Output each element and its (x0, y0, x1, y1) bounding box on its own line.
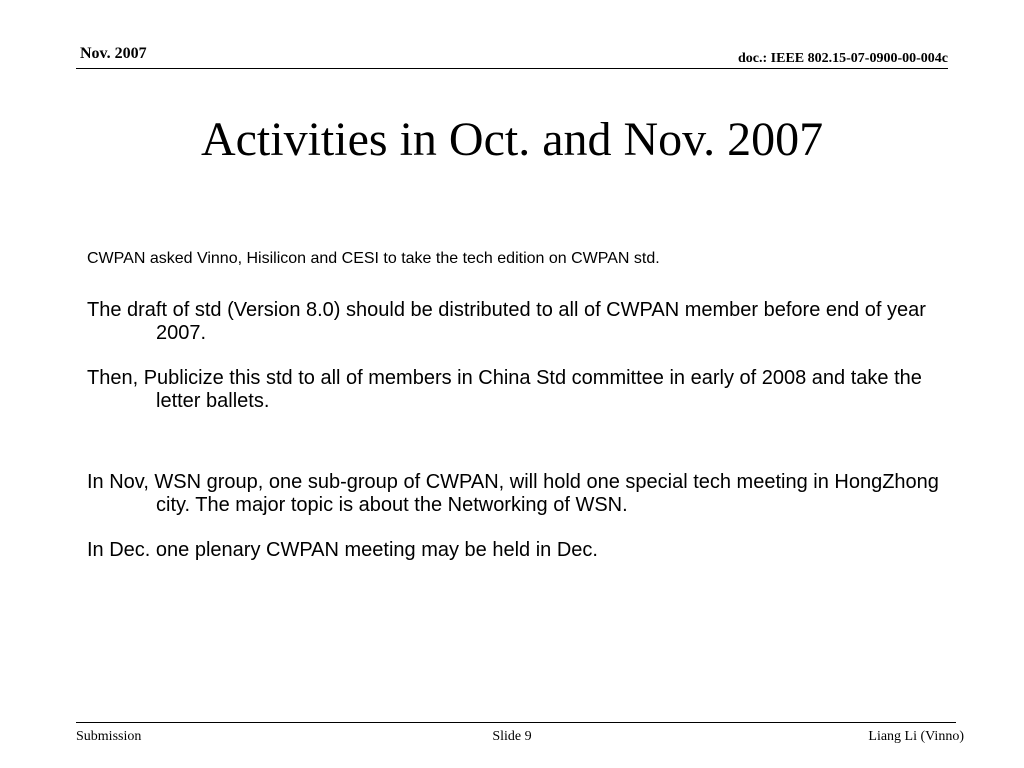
header-divider (76, 68, 948, 69)
footer-submission: Submission (76, 729, 142, 744)
bullet-item: CWPAN asked Vinno, Hisilicon and CESI to take the tech edition on CWPAN std. (87, 250, 660, 267)
bullet-item: In Nov, WSN group, one sub-group of CWPAN, will hold one special tech meeting in HongZhong city. The major topic is about the Networking of WSN. (87, 471, 939, 516)
header-doc-id: doc.: IEEE 802.15-07-0900-00-004c (738, 51, 948, 66)
bullet-item: In Dec. one plenary CWPAN meeting may be held in Dec. (87, 539, 598, 561)
slide-title: Activities in Oct. and Nov. 2007 (200, 113, 824, 166)
bullet-list (87, 248, 947, 562)
footer-author: Liang Li (Vinno) (868, 729, 964, 744)
header-date: Nov. 2007 (80, 45, 147, 62)
footer-slide-number: Slide 9 (492, 729, 532, 744)
bullet-item: The draft of std (Version 8.0) should be distributed to all of CWPAN member before end of year 2007. (87, 299, 926, 344)
bullet-item: Then, Publicize this std to all of members in China Std committee in early of 2008 and take the letter ballets. (87, 367, 922, 412)
footer-divider (76, 722, 956, 723)
